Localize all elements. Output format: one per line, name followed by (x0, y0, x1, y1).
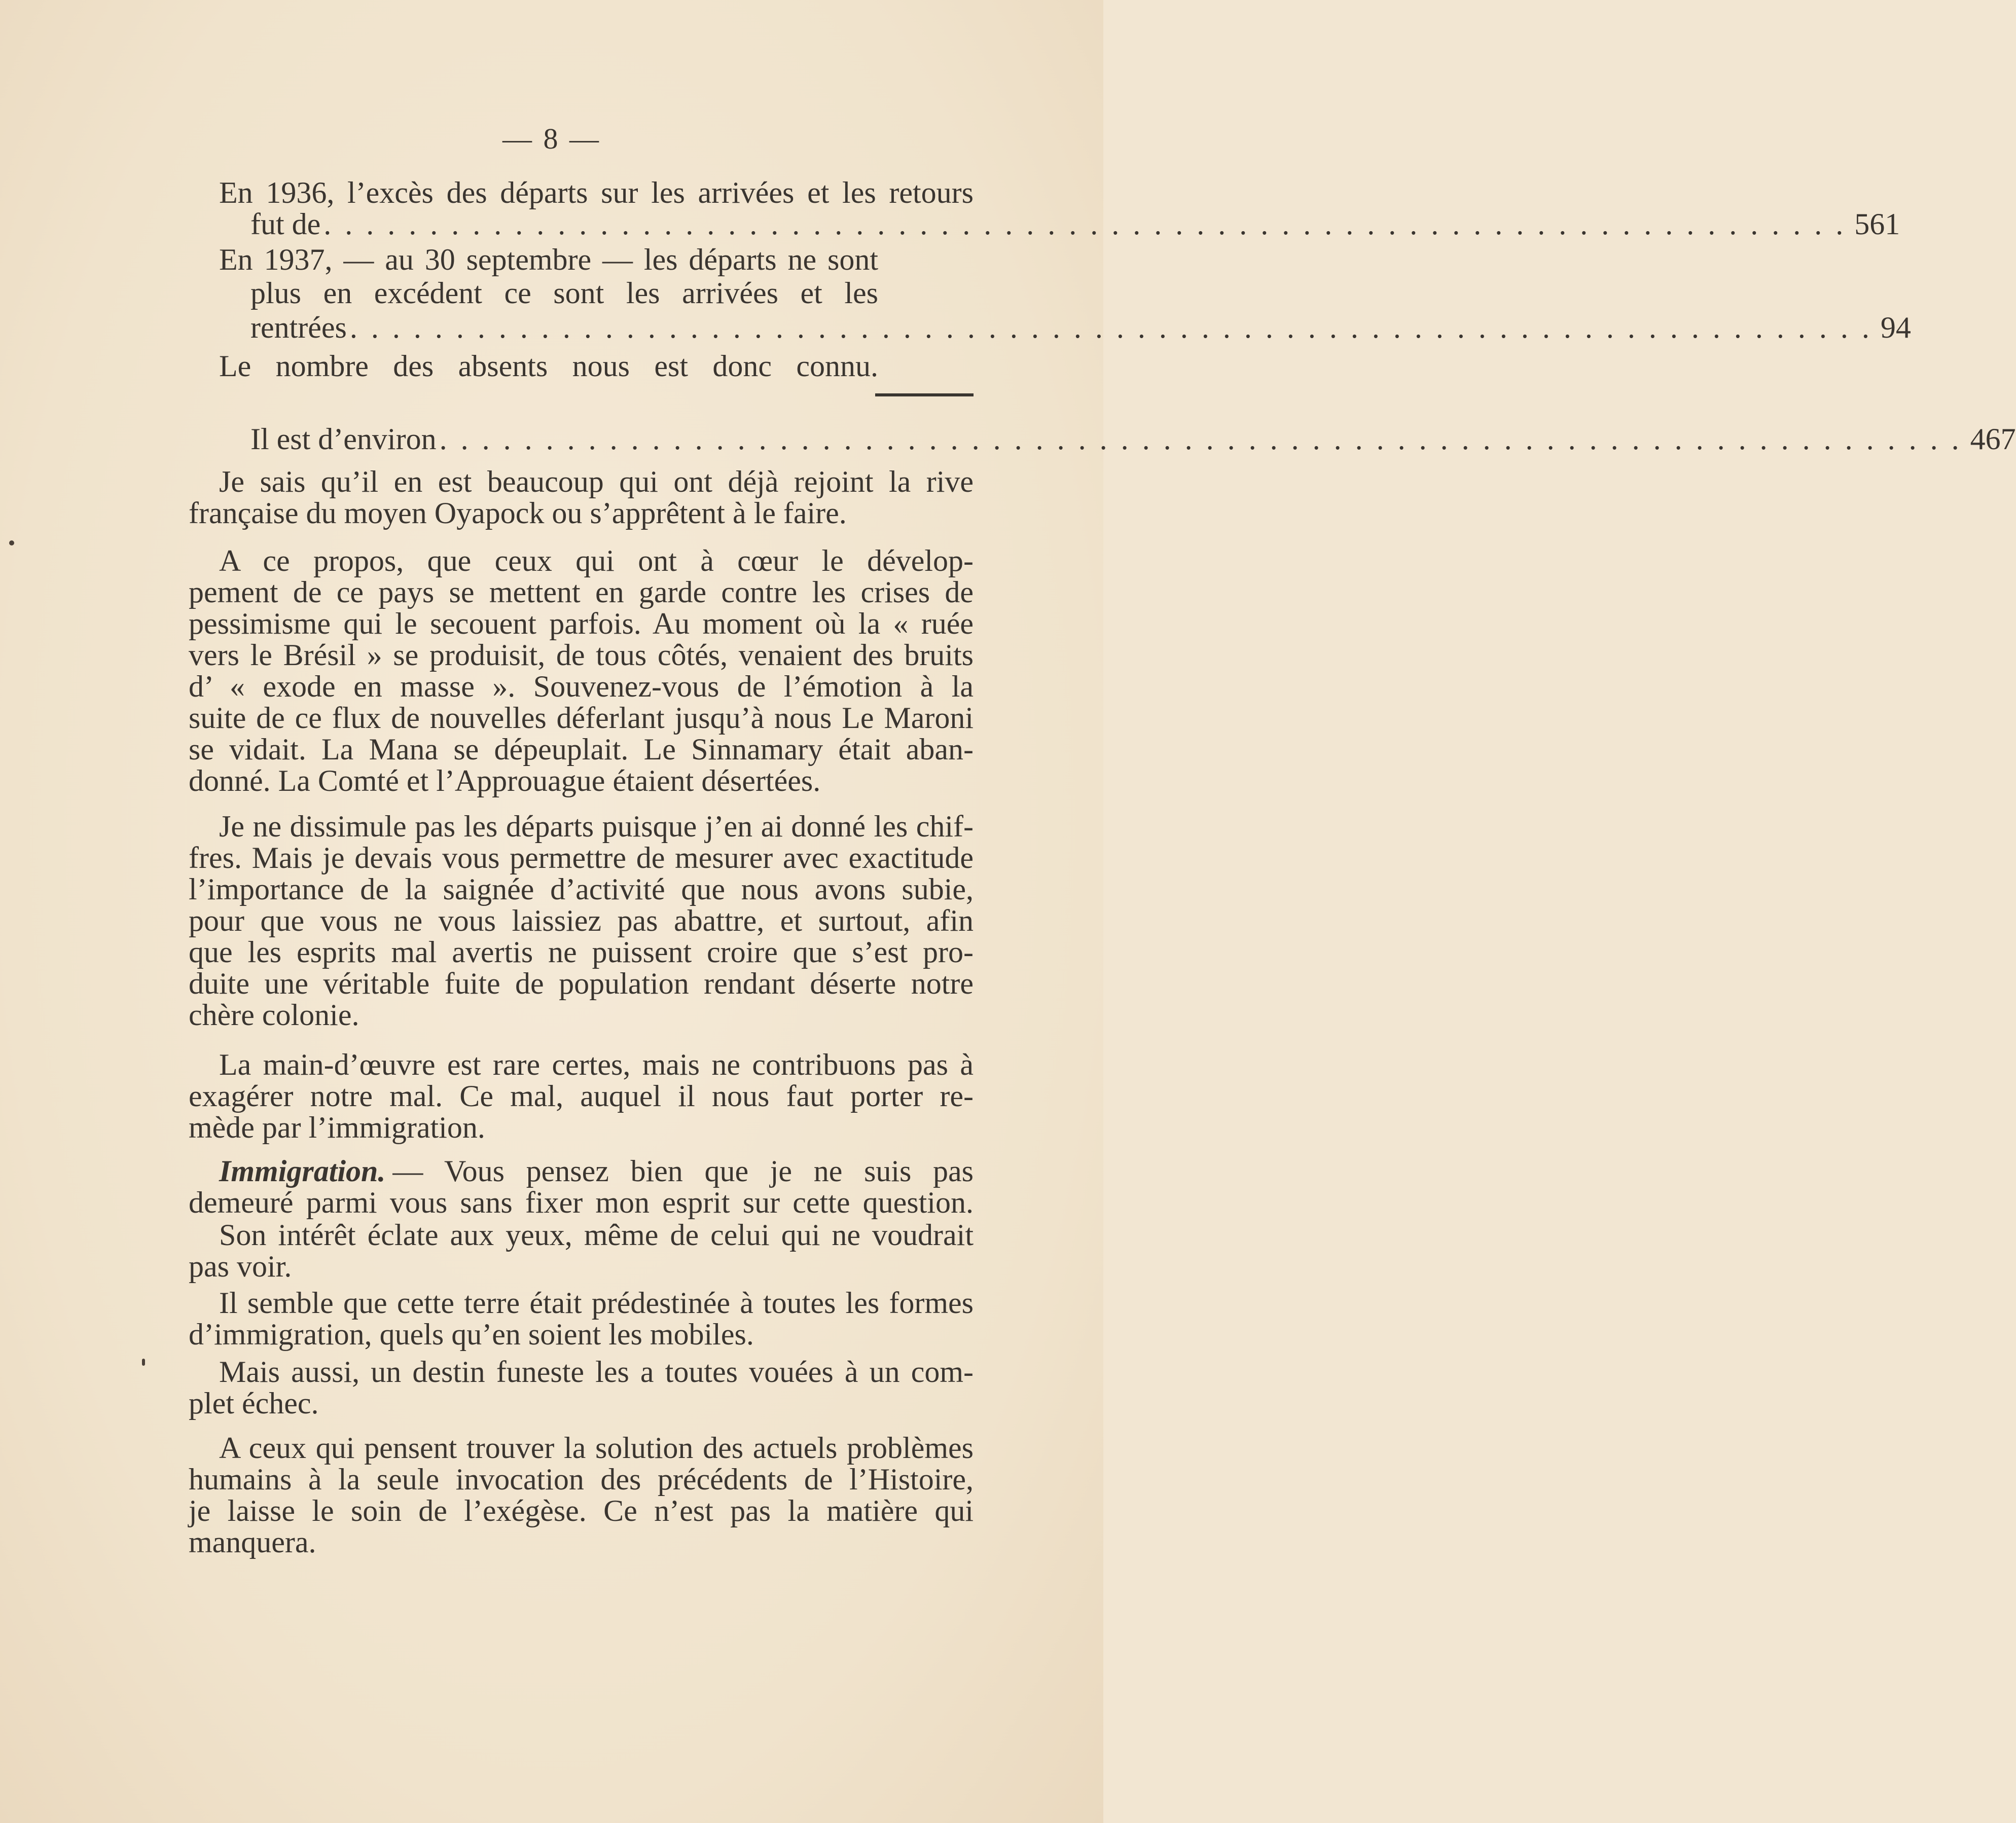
text-line: manquera. (189, 1525, 316, 1559)
text-line: pas voir. (189, 1250, 292, 1283)
text-line: vers le Brésil » se produisit, de tous côtés, venaient des bruits (189, 638, 974, 672)
stat-1937-lead-text: rentrées (250, 311, 347, 344)
text-line: — Vous pensez bien que je ne suis pas (392, 1154, 974, 1188)
section-heading: Immigration. (219, 1154, 386, 1188)
stat-1937-line: En 1937, — au 30 septembre — les départs ne sont (219, 243, 878, 276)
stat-1936-line: En 1936, l’excès des départs sur les arrivées et les retours (219, 176, 974, 209)
text-line: A ce propos, que ceux qui ont à cœur le dévelop- (219, 544, 974, 577)
text-line: l’importance de la saignée d’activité que nous avons subie, (189, 872, 974, 906)
text-line: Je ne dissimule pas les départs puisque j’en ai donné les chif- (219, 810, 974, 843)
text-line: pour que vous ne vous laissiez pas abattre, et surtout, afin (189, 904, 974, 937)
text-line: je laisse le soin de l’exégèse. Ce n’est pas la matière qui (189, 1494, 974, 1527)
stat-summary: Le nombre des absents nous est donc connu. (219, 349, 878, 383)
text-line: française du moyen Oyapock ou s’apprêtent à le faire. (189, 496, 847, 530)
text-line: pessimisme qui le secouent parfois. Au moment où la « ruée (189, 607, 974, 640)
stat-total-value: 467 (1970, 422, 2016, 456)
text-line: exagérer notre mal. Ce mal, auquel il nous faut porter re- (189, 1079, 974, 1113)
stat-1936-leader: fut de . . . . . . . . . . . . . . . . . . . . . . . . . . . . . . . . . . . . . . . . . . . . . . . . . . . . . . . . . . . . . . . . . . . . . . . . 561 (250, 204, 974, 244)
text-line: se vidait. La Mana se dépeuplait. Le Sinnamary était aban- (189, 733, 974, 766)
text-line: fres. Mais je devais vous permettre de mesurer avec exactitude (189, 841, 974, 874)
paper-speck (9, 540, 14, 545)
stat-total-leader: Il est d’environ . . . . . . . . . . . . . . . . . . . . . . . . . . . . . . . . . . . . . . . . . . . . . . . . . . . . . . . . . . . . . . . . . . . . . . . . 467 (250, 419, 974, 459)
stat-total-lead-text: Il est d’environ (250, 422, 437, 456)
sum-rule (875, 393, 974, 396)
stat-1937-leader: rentrées . . . . . . . . . . . . . . . . . . . . . . . . . . . . . . . . . . . . . . . . . . . . . . . . . . . . . . . . . . . . . . . . . . . . . . . . 94 (250, 307, 974, 348)
text-line: d’ « exode en masse ». Souvenez-vous de l’émotion à la (189, 670, 974, 703)
stat-1937-line: plus en excédent ce sont les arrivées et les (250, 276, 878, 310)
text-line: demeuré parmi vous sans fixer mon esprit sur cette question. (189, 1186, 974, 1219)
stat-1936-value: 561 (1854, 207, 1900, 241)
text-line: A ceux qui pensent trouver la solution des actuels problèmes (219, 1431, 974, 1465)
text-line: plet échec. (189, 1387, 319, 1420)
text-line: Son intérêt éclate aux yeux, même de celui qui ne voudrait (219, 1218, 974, 1252)
text-line: que les esprits mal avertis ne puissent croire que s’est pro- (189, 935, 974, 969)
text-line: Mais aussi, un destin funeste les a toutes vouées à un com- (219, 1355, 974, 1389)
text-line: chère colonie. (189, 998, 359, 1032)
text-line: donné. La Comté et l’Approuague étaient désertées. (189, 764, 821, 797)
text-line: La main-d’œuvre est rare certes, mais ne contribuons pas à (219, 1048, 974, 1081)
paper-speck (142, 1359, 145, 1366)
text-line: Je sais qu’il en est beaucoup qui ont déjà rejoint la rive (219, 465, 974, 498)
text-line: suite de ce flux de nouvelles déferlant jusqu’à nous Le Maroni (189, 701, 974, 735)
text-line: humains à la seule invocation des précédents de l’Histoire, (189, 1463, 974, 1496)
text-line: mède par l’immigration. (189, 1111, 485, 1144)
page-number: — 8 — (502, 122, 601, 155)
stat-1937-value: 94 (1880, 311, 1911, 344)
text-line: Il semble que cette terre était prédestinée à toutes les formes (219, 1286, 974, 1320)
text-line: pement de ce pays se mettent en garde contre les crises de (189, 575, 974, 609)
stat-1936-lead-text: fut de (250, 207, 321, 241)
text-line: d’immigration, quels qu’en soient les mobiles. (189, 1318, 754, 1351)
text-line: duite une véritable fuite de population rendant déserte notre (189, 967, 974, 1000)
